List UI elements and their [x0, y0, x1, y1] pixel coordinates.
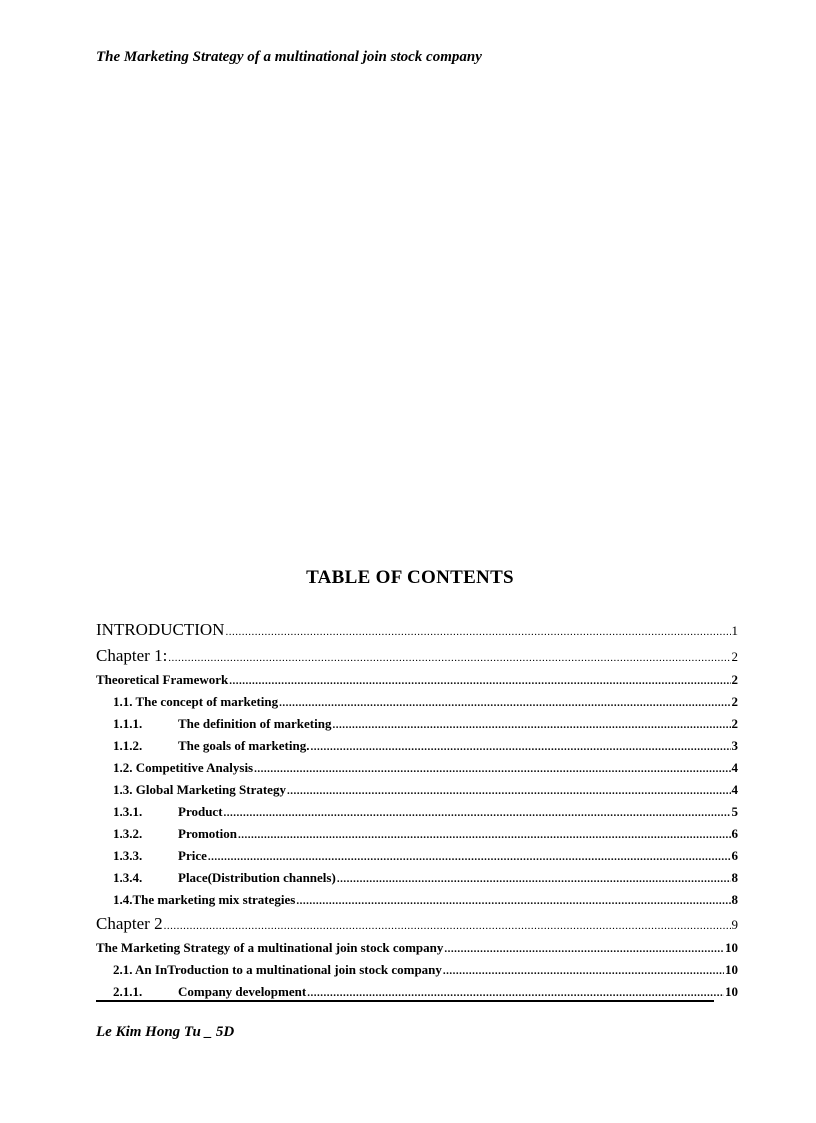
toc-entry-1-3[interactable] [96, 779, 738, 801]
toc-entry-chapter-1[interactable] [96, 643, 738, 669]
toc-entry-chapter-2[interactable] [96, 911, 738, 937]
toc-entry-label: The goals of marketing. [178, 738, 310, 753]
toc-entry-label: Theoretical Framework [96, 672, 229, 687]
toc-leader-dots [332, 714, 730, 735]
toc-entry-number: 1.3.4. [113, 870, 143, 885]
toc-leader-dots [168, 645, 730, 669]
toc-entry-1-3-4[interactable] [96, 867, 738, 889]
toc-leader-dots [287, 780, 731, 801]
toc-entry-label: Product [178, 804, 223, 819]
toc-leader-dots [208, 846, 731, 867]
toc-entry-label: Chapter 2 [96, 914, 163, 933]
toc-entry-page: 10 [725, 962, 738, 977]
toc-leader-dots [238, 824, 731, 845]
toc-leader-dots [229, 670, 730, 691]
running-header: The Marketing Strategy of a multinational join stock company [96, 49, 482, 65]
toc-title: TABLE OF CONTENTS [306, 567, 514, 588]
toc-entry-page: 3 [731, 738, 738, 753]
toc-leader-dots [444, 938, 724, 959]
toc-leader-dots [337, 868, 731, 889]
toc-entry-page: 4 [731, 782, 738, 797]
toc-entry-label: INTRODUCTION [96, 620, 225, 639]
toc-leader-dots [296, 890, 730, 911]
toc-entry-page: 8 [731, 892, 738, 907]
toc-leader-dots [443, 960, 724, 981]
toc-entry-page: 9 [731, 917, 738, 932]
toc-entry-label: 1.3. Global Marketing Strategy [113, 782, 286, 797]
toc-entry-page: 10 [725, 984, 738, 999]
toc-entry-number: 1.1.2. [113, 738, 143, 753]
toc-leader-dots [224, 802, 731, 823]
toc-entry-1-1-2[interactable] [96, 735, 738, 757]
toc-entry-label: 1.1. The concept of marketing [113, 694, 279, 709]
toc-entry-introduction[interactable] [96, 617, 738, 643]
toc-leader-dots [254, 758, 730, 779]
toc-leader-dots [164, 913, 731, 937]
toc-entry-1-3-2[interactable] [96, 823, 738, 845]
toc-entry-1-3-3[interactable] [96, 845, 738, 867]
table-of-contents [96, 617, 738, 1003]
toc-entry-page: 2 [731, 649, 738, 664]
toc-entry-page: 6 [731, 848, 738, 863]
footer-rule [96, 1000, 714, 1002]
toc-entry-1-1[interactable] [96, 691, 738, 713]
toc-entry-1-4[interactable] [96, 889, 738, 911]
toc-entry-number: 1.3.1. [113, 804, 143, 819]
toc-entry-number: 1.1.1. [113, 716, 143, 731]
toc-leader-dots [310, 736, 730, 757]
toc-entry-page: 6 [731, 826, 738, 841]
toc-entry-label: The Marketing Strategy of a multinational join stock company [96, 940, 444, 955]
toc-entry-1-3-1[interactable] [96, 801, 738, 823]
toc-entry-page: 2 [731, 672, 738, 687]
toc-entry-label: Promotion [178, 826, 237, 841]
toc-entry-1-2[interactable] [96, 757, 738, 779]
running-footer: Le Kim Hong Tu _ 5D [96, 1024, 235, 1040]
toc-entry-label: 2.1. An InTroduction to a multinational join stock company [113, 962, 442, 977]
toc-leader-dots [279, 692, 730, 713]
toc-entry-label: Price [178, 848, 207, 863]
toc-entry-page: 4 [731, 760, 738, 775]
toc-entry-page: 8 [731, 870, 738, 885]
toc-entry-theoretical-framework[interactable] [96, 669, 738, 691]
toc-leader-dots [225, 619, 730, 643]
toc-entry-number: 1.3.2. [113, 826, 143, 841]
toc-entry-chapter-2-title[interactable] [96, 937, 738, 959]
toc-entry-label: Chapter 1: [96, 646, 168, 665]
toc-entry-label: 1.2. Competitive Analysis [113, 760, 254, 775]
toc-entry-2-1[interactable] [96, 959, 738, 981]
toc-entry-label: The definition of marketing [178, 716, 332, 731]
toc-entry-page: 2 [731, 694, 738, 709]
toc-entry-label: 1.4.The marketing mix strategies [113, 892, 296, 907]
toc-entry-number: 2.1.1. [113, 984, 143, 999]
toc-entry-page: 2 [731, 716, 738, 731]
toc-entry-label: Company development [178, 984, 307, 999]
toc-entry-label: Place(Distribution channels) [178, 870, 336, 885]
toc-entry-page: 5 [731, 804, 738, 819]
toc-entry-1-1-1[interactable] [96, 713, 738, 735]
toc-entry-page: 1 [731, 623, 738, 638]
toc-entry-number: 1.3.3. [113, 848, 143, 863]
toc-entry-page: 10 [725, 940, 738, 955]
